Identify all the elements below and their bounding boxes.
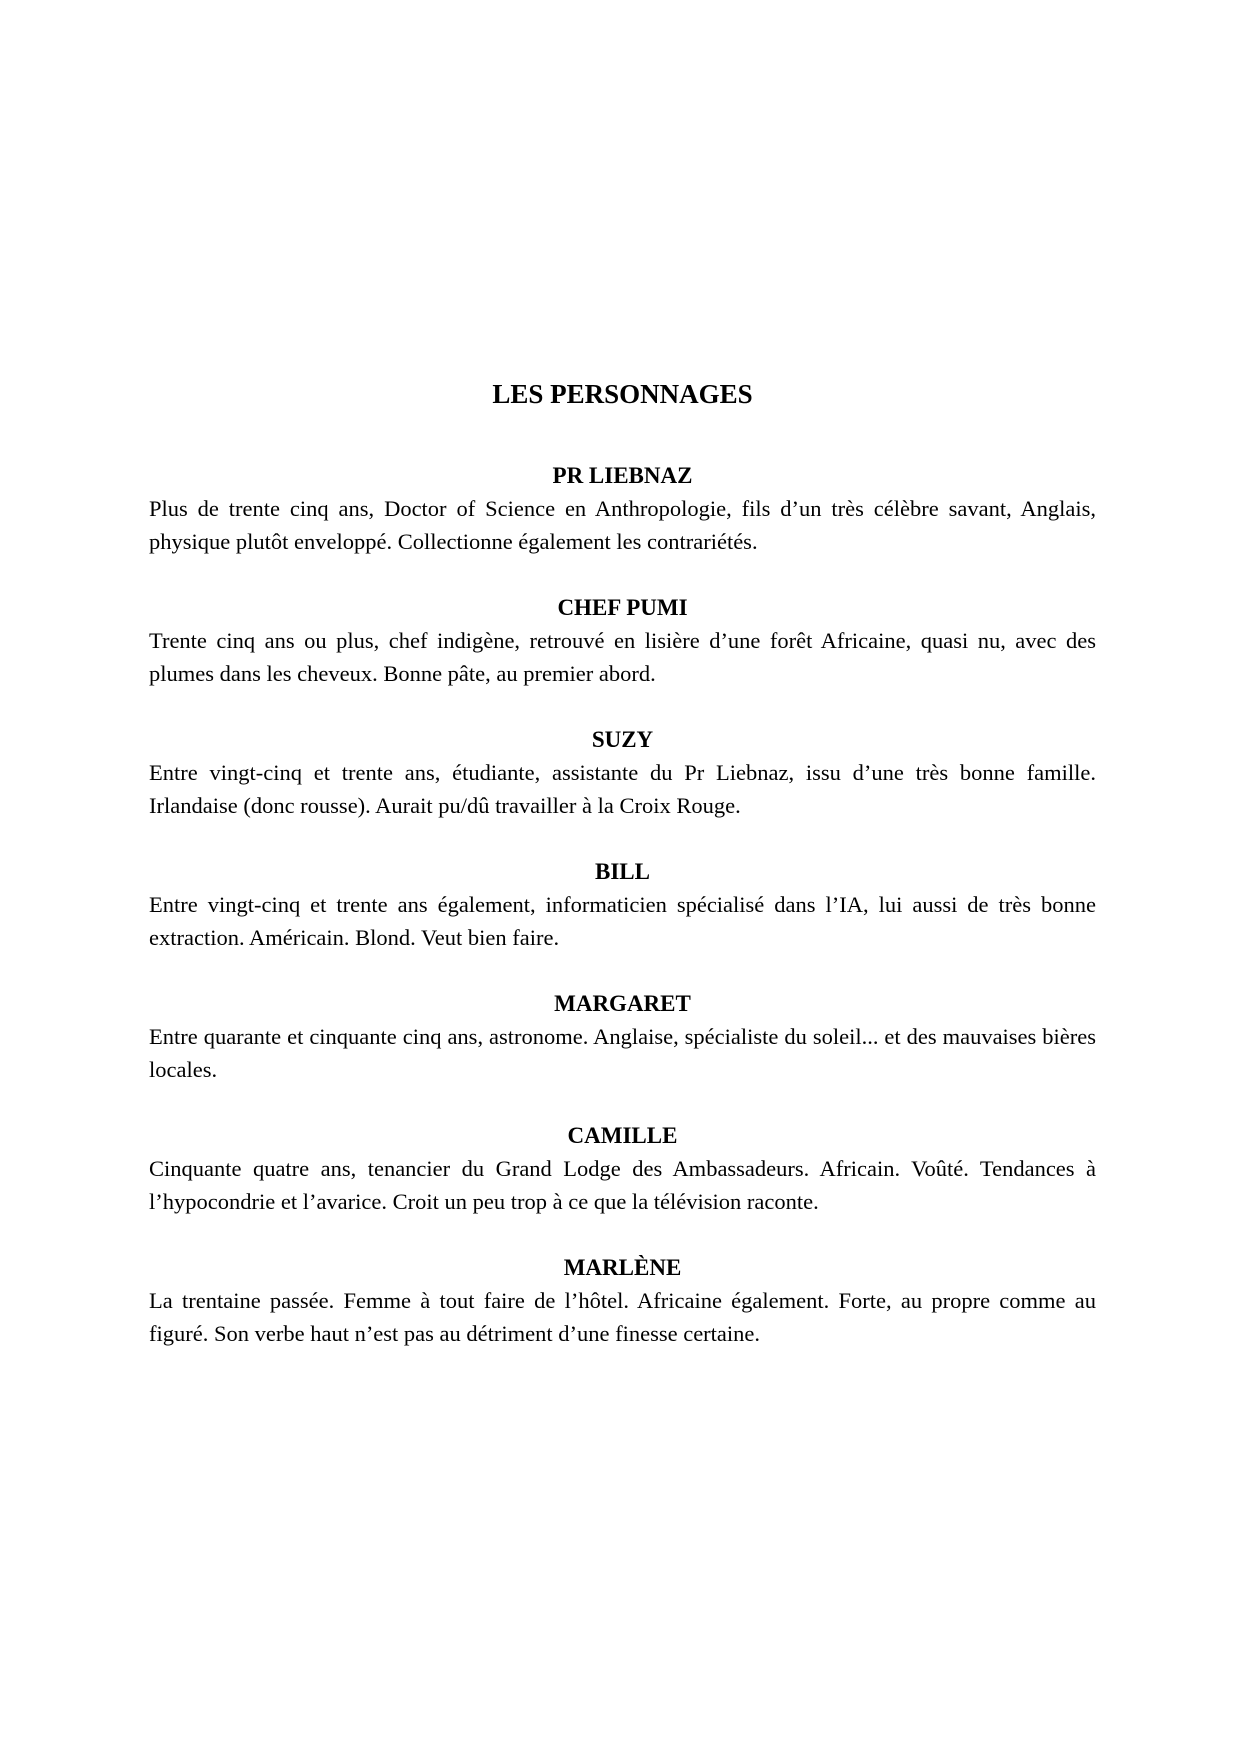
character-entry-camille <box>149 1120 1096 1218</box>
character-description: La trentaine passée. Femme à tout faire de l’hôtel. Africaine également. Forte, au propre comme au figuré. Son verbe haut n’est pas au détriment d’une finesse certaine. <box>149 1288 1096 1346</box>
character-entry-pr-liebnaz <box>149 460 1096 558</box>
character-entry-suzy <box>149 724 1096 822</box>
character-name: SUZY <box>591 727 654 752</box>
character-entry-chef-pumi <box>149 592 1096 690</box>
document-page <box>149 378 1096 1384</box>
character-description: Entre vingt-cinq et trente ans, étudiante, assistante du Pr Liebnaz, issu d’une très bonne famille. Irlandaise (donc rousse). Aurait pu/dû travailler à la Croix Rouge. <box>149 760 1096 818</box>
character-entry-marlene <box>149 1252 1096 1350</box>
character-description: Entre quarante et cinquante cinq ans, astronome. Anglaise, spécialiste du soleil... et des mauvaises bières locales. <box>149 1024 1096 1082</box>
character-name: CHEF PUMI <box>557 595 688 620</box>
character-name: PR LIEBNAZ <box>552 463 693 488</box>
character-description: Cinquante quatre ans, tenancier du Grand Lodge des Ambassadeurs. Africain. Voûté. Tendances à l’hypocondrie et l’avarice. Croit un peu trop à ce que la télévision raconte. <box>149 1156 1096 1214</box>
page-title: LES PERSONNAGES <box>492 379 753 409</box>
character-name: MARGARET <box>554 991 691 1016</box>
character-entry-margaret <box>149 988 1096 1086</box>
character-description: Trente cinq ans ou plus, chef indigène, retrouvé en lisière d’une forêt Africaine, quasi nu, avec des plumes dans les cheveux. Bonne pâte, au premier abord. <box>149 628 1096 686</box>
character-entry-bill <box>149 856 1096 954</box>
character-name: CAMILLE <box>567 1123 678 1148</box>
character-description: Plus de trente cinq ans, Doctor of Science en Anthropologie, fils d’un très célèbre savant, Anglais, physique plutôt enveloppé. Collectionne également les contrariétés. <box>149 496 1096 554</box>
character-name: MARLÈNE <box>563 1255 682 1280</box>
character-description: Entre vingt-cinq et trente ans également, informaticien spécialisé dans l’IA, lui aussi de très bonne extraction. Américain. Blond. Veut bien faire. <box>149 892 1096 950</box>
character-name: BILL <box>595 859 650 884</box>
